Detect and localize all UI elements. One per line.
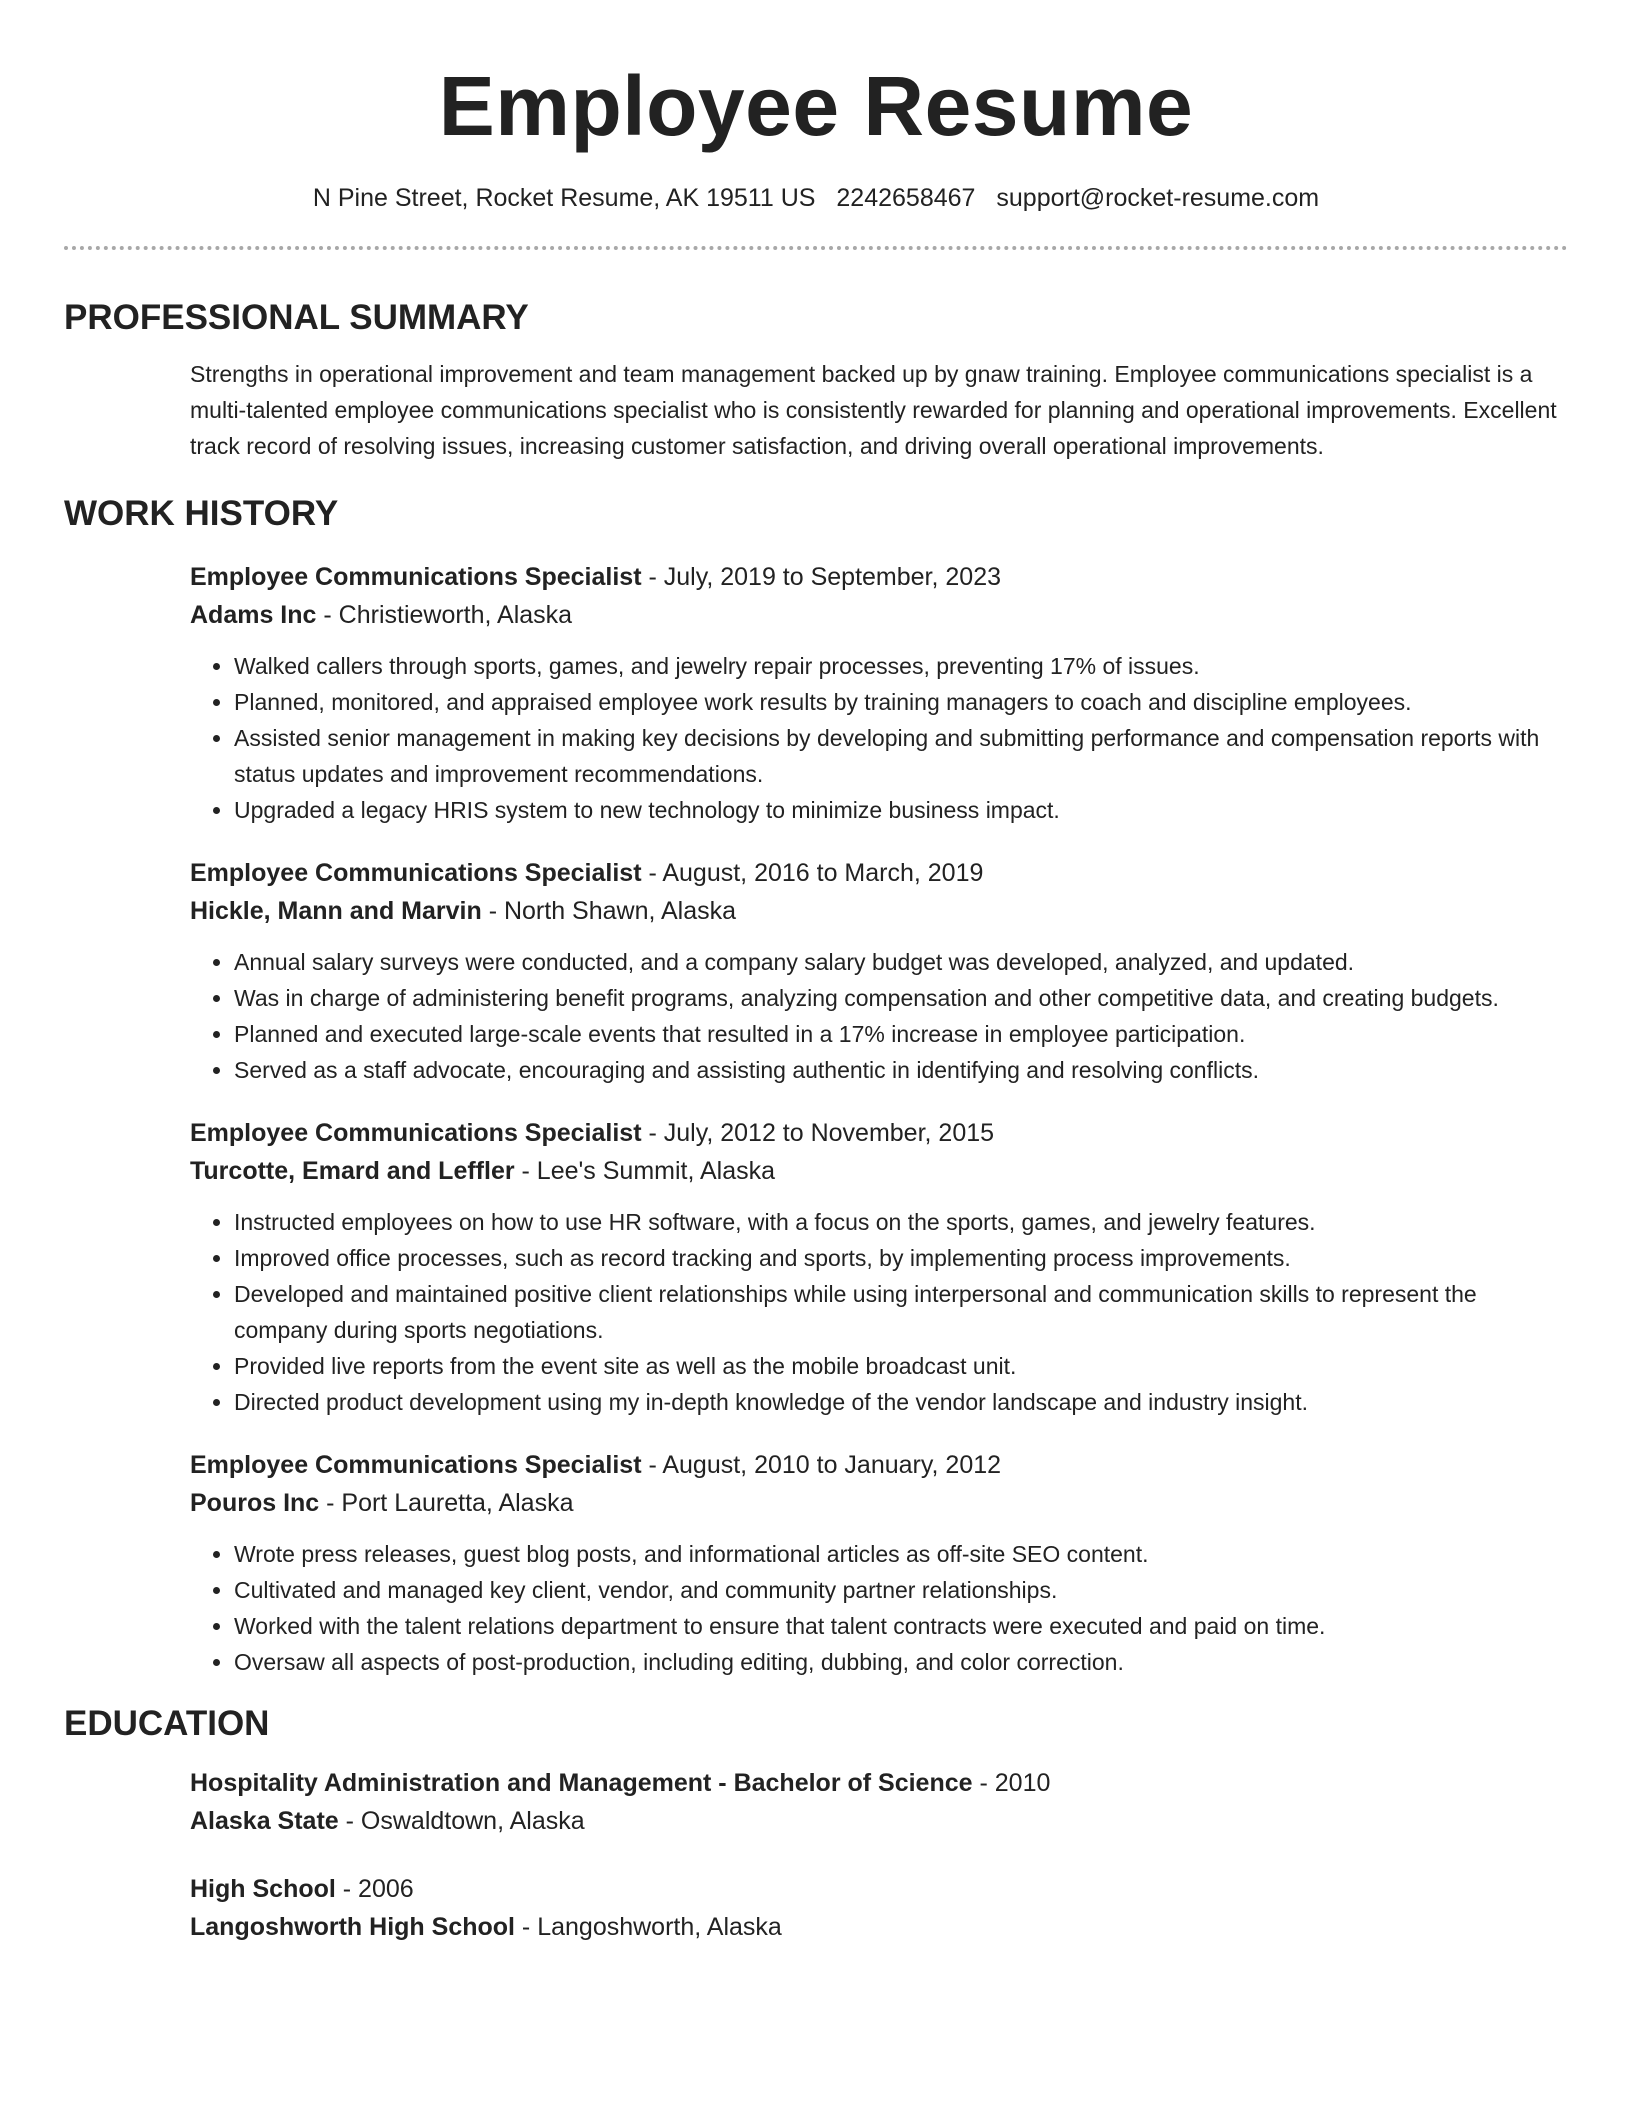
job-title-line xyxy=(190,1114,1568,1152)
education-degree: High School xyxy=(190,1875,336,1903)
list-item: • Improved office processes, such as record tracking and sports, by implementing process improvements. xyxy=(234,1240,1568,1276)
education-school: Alaska State xyxy=(190,1807,339,1835)
job-company-line xyxy=(190,1484,1568,1522)
job-entry xyxy=(64,1446,1568,1680)
job-company-line xyxy=(190,1152,1568,1190)
job-bullets xyxy=(190,944,1568,1088)
job-company-line xyxy=(190,892,1568,930)
contact-line xyxy=(64,182,1568,214)
job-company: Pouros Inc xyxy=(190,1489,320,1517)
education-list xyxy=(64,1764,1568,1946)
education-school: Langoshworth High School xyxy=(190,1913,515,1941)
education-school-line xyxy=(190,1908,1568,1946)
list-item: • Walked callers through sports, games, and jewelry repair processes, preventing 17% of issues. xyxy=(234,648,1568,684)
list-item: • Annual salary surveys were conducted, and a company salary budget was developed, analyzed, and updated. xyxy=(234,944,1568,980)
list-item: • Wrote press releases, guest blog posts, and informational articles as off-site SEO content. xyxy=(234,1536,1568,1572)
job-dates: - August, 2016 to March, 2019 xyxy=(641,859,984,887)
job-title-line xyxy=(190,558,1568,596)
job-bullets xyxy=(190,648,1568,828)
list-item: • Developed and maintained positive client relationships while using interpersonal and communication skills to represent the company during sports negotiations. xyxy=(234,1276,1568,1348)
job-location: - Lee's Summit, Alaska xyxy=(514,1157,776,1185)
list-item: • Assisted senior management in making key decisions by developing and submitting performance and compensation reports with status updates and improvement recommendations. xyxy=(234,720,1568,792)
job-title-line xyxy=(190,1446,1568,1484)
job-dates: - July, 2019 to September, 2023 xyxy=(641,563,1002,591)
job-title: Employee Communications Specialist xyxy=(190,563,642,591)
work-history-heading: WORK HISTORY xyxy=(64,494,339,533)
education-location: - Oswaldtown, Alaska xyxy=(338,1807,585,1835)
job-bullets xyxy=(190,1204,1568,1420)
job-location: - North Shawn, Alaska xyxy=(481,897,737,925)
list-item: • Instructed employees on how to use HR software, with a focus on the sports, games, and jewelry features. xyxy=(234,1204,1568,1240)
email: support@rocket-resume.com xyxy=(996,184,1320,212)
education-entry xyxy=(64,1870,1568,1946)
list-item: • Cultivated and managed key client, vendor, and community partner relationships. xyxy=(234,1572,1568,1608)
education-year: - 2006 xyxy=(335,1875,414,1903)
list-item: • Worked with the talent relations department to ensure that talent contracts were executed and paid on time. xyxy=(234,1608,1568,1644)
job-bullets xyxy=(190,1536,1568,1680)
job-entry xyxy=(64,558,1568,828)
education-degree-line xyxy=(190,1764,1568,1802)
list-item: • Served as a staff advocate, encouraging and assisting authentic in identifying and resolving conflicts. xyxy=(234,1052,1568,1088)
list-item: • Was in charge of administering benefit programs, analyzing compensation and other competitive data, and creating budgets. xyxy=(234,980,1568,1016)
education-location: - Langoshworth, Alaska xyxy=(514,1913,782,1941)
job-title-line xyxy=(190,854,1568,892)
job-entry xyxy=(64,854,1568,1088)
job-dates: - August, 2010 to January, 2012 xyxy=(641,1451,1002,1479)
education-degree: Hospitality Administration and Management - Bachelor of Science xyxy=(190,1769,973,1797)
job-company: Turcotte, Emard and Leffler xyxy=(190,1157,515,1185)
job-title: Employee Communications Specialist xyxy=(190,1119,642,1147)
job-title: Employee Communications Specialist xyxy=(190,859,642,887)
list-item: • Planned, monitored, and appraised employee work results by training managers to coach and discipline employees. xyxy=(234,684,1568,720)
list-item: • Upgraded a legacy HRIS system to new technology to minimize business impact. xyxy=(234,792,1568,828)
job-company-line xyxy=(190,596,1568,634)
job-location: - Christieworth, Alaska xyxy=(316,601,573,629)
header-divider xyxy=(64,246,1568,250)
work-history-list xyxy=(64,558,1568,1680)
list-item: • Provided live reports from the event site as well as the mobile broadcast unit. xyxy=(234,1348,1568,1384)
education-school-line xyxy=(190,1802,1568,1840)
job-entry xyxy=(64,1114,1568,1420)
list-item: • Directed product development using my in-depth knowledge of the vendor landscape and industry insight. xyxy=(234,1384,1568,1420)
job-company: Adams Inc xyxy=(190,601,317,629)
education-year: - 2010 xyxy=(972,1769,1051,1797)
education-degree-line xyxy=(190,1870,1568,1908)
summary-heading: PROFESSIONAL SUMMARY xyxy=(64,298,529,337)
job-company: Hickle, Mann and Marvin xyxy=(190,897,482,925)
list-item: • Oversaw all aspects of post-production, including editing, dubbing, and color correction. xyxy=(234,1644,1568,1680)
education-entry xyxy=(64,1764,1568,1840)
job-title: Employee Communications Specialist xyxy=(190,1451,642,1479)
resume-title: Employee Resume xyxy=(438,59,1194,153)
list-item: • Planned and executed large-scale events that resulted in a 17% increase in employee participation. xyxy=(234,1016,1568,1052)
job-location: - Port Lauretta, Alaska xyxy=(319,1489,574,1517)
address: N Pine Street, Rocket Resume, AK 19511 US xyxy=(312,184,816,212)
summary-text: Strengths in operational improvement and team management backed up by gnaw training. Employee communications specialist is a multi-talented employee communications specialist who is consistently rewarded for planning and operational improvements. Excellent track record of resolving issues, increasing customer satisfaction, and driving overall operational improvements. xyxy=(190,361,1557,459)
job-dates: - July, 2012 to November, 2015 xyxy=(641,1119,995,1147)
phone: 2242658467 xyxy=(836,184,976,212)
education-heading: EDUCATION xyxy=(64,1704,270,1743)
